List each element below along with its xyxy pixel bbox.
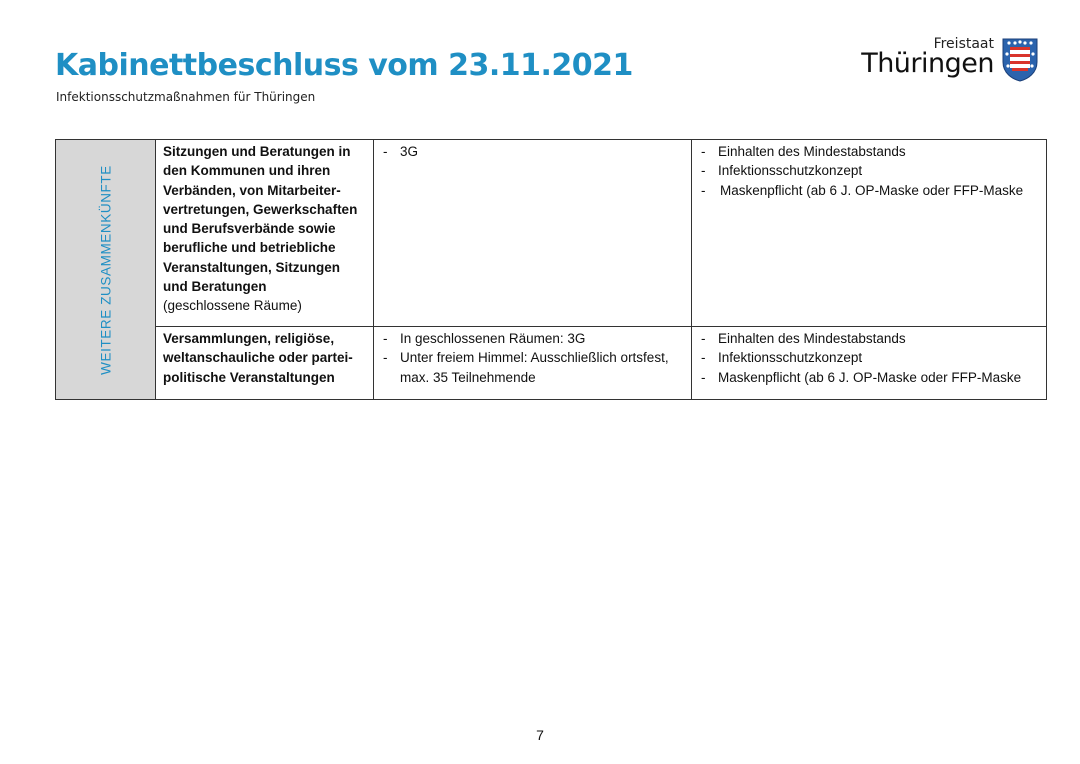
section-label: WEITERE ZUSAMMENKÜNFTE: [97, 164, 113, 375]
category-title: Sitzungen und Beratungen in den Kommunen und ihren Verbänden, von Mitarbeiter-vertretungen, Gewerkschaften und Berufsverbände sowie berufliche und betriebliche Veranstaltungen, Sitzungen und Beratungen: [163, 144, 358, 295]
list-item: - Unter freiem Himmel: Ausschließlich ortsfest, max. 35 Teilnehmende: [381, 348, 685, 387]
logo-freistaat-text: Freistaat: [933, 36, 994, 52]
measures-cell: [692, 140, 1047, 327]
logo-thueringen-text: Thüringen: [861, 48, 994, 79]
rules-cell: [374, 140, 692, 327]
list-item: - Einhalten des Mindestabstands: [699, 329, 1040, 348]
page-subtitle: Infektionsschutzmaßnahmen für Thüringen: [56, 90, 316, 104]
coat-of-arms-icon: [1002, 38, 1038, 82]
list-item: - Einhalten des Mindestabstands: [699, 142, 1040, 161]
list-item: - Maskenpflicht (ab 6 J. OP-Maske oder FFP-Maske: [699, 181, 1040, 200]
category-cell: [156, 327, 374, 400]
page-number: 7: [536, 727, 544, 743]
table-row: [56, 140, 1047, 327]
category-note: (geschlossene Räume): [163, 298, 302, 314]
list-item: - Infektionsschutzkonzept: [699, 348, 1040, 367]
list-item: - In geschlossenen Räumen: 3G: [381, 329, 685, 348]
category-title: Versammlungen, religiöse, weltanschauliche oder partei-politische Veranstaltungen: [163, 331, 353, 385]
thueringen-logo: [861, 36, 1042, 86]
list-item: - Maskenpflicht (ab 6 J. OP-Maske oder FFP-Maske: [699, 368, 1040, 387]
list-item: - 3G: [381, 142, 685, 161]
table-row: [56, 327, 1047, 400]
rules-cell: [374, 327, 692, 400]
section-label-cell: [56, 140, 156, 400]
category-cell: [156, 140, 374, 327]
measures-cell: [692, 327, 1047, 400]
measures-table: [55, 139, 1047, 400]
list-item: - Infektionsschutzkonzept: [699, 161, 1040, 180]
page-title: Kabinettbeschluss vom 23.11.2021: [55, 48, 633, 83]
